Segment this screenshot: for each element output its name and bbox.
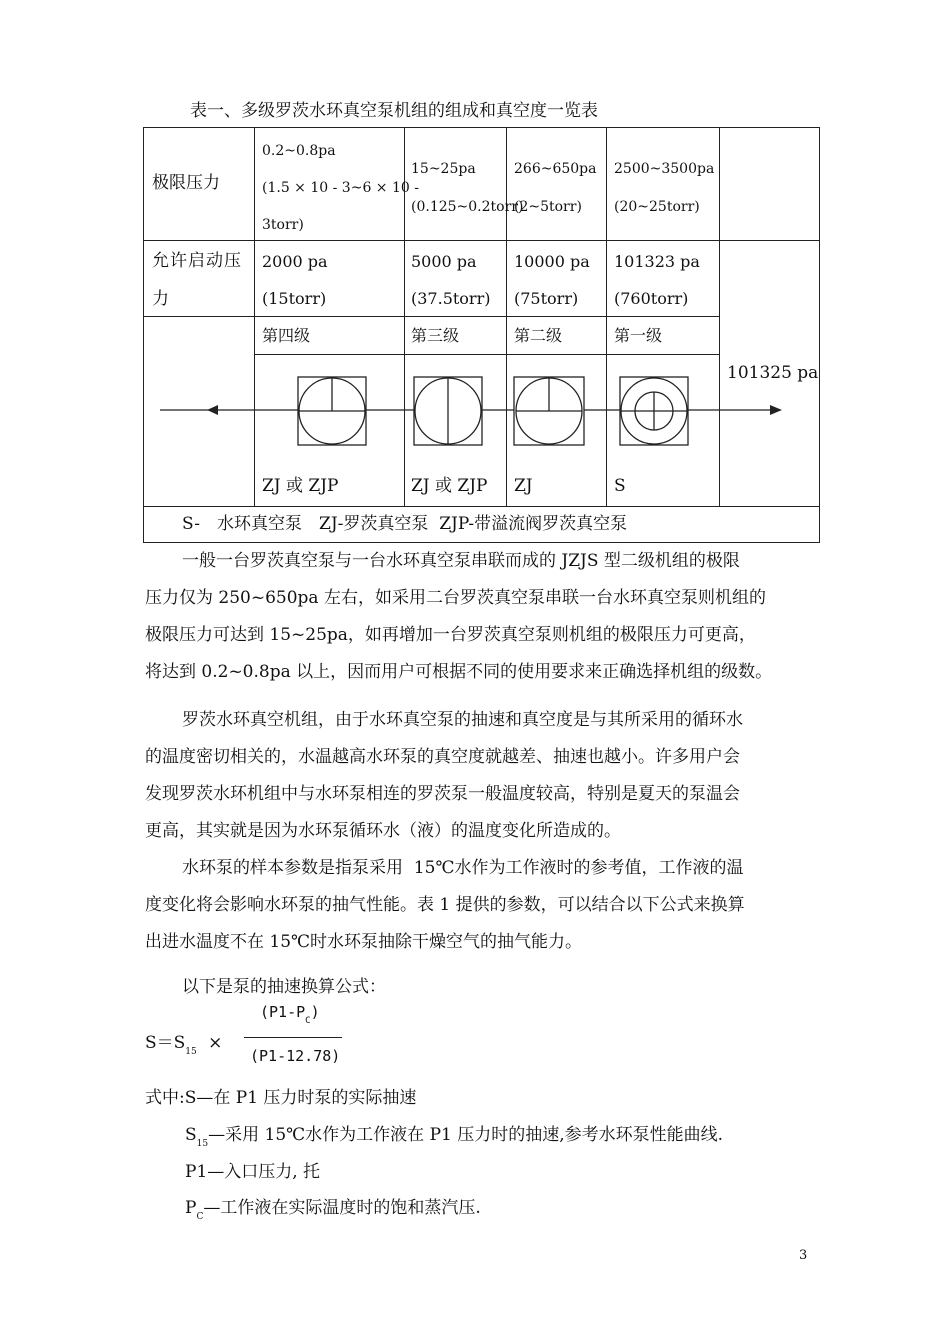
row-label-start: 允许启动压 — [152, 251, 242, 271]
pump-label: ZJ 或 ZJP — [411, 476, 488, 496]
fraction-bar — [244, 1037, 342, 1038]
text-line: 发现罗茨水环机组中与水环泵相连的罗茨泵一般温度较高，特别是夏天的泵温会 — [145, 784, 740, 804]
cell-text: 101323 pa — [614, 252, 700, 271]
cell-text: (20~25torr) — [614, 199, 700, 215]
cell-text: (0.125~0.2torr) — [411, 199, 524, 215]
paragraph-1 — [145, 543, 810, 691]
pump-label: ZJ — [514, 476, 533, 496]
table-legend: S- 水环真空泵 ZJ-罗茨真空泵 ZJP-带溢流阀罗茨真空泵 — [182, 514, 628, 534]
table-caption: 表一、多级罗茨水环真空泵机组的组成和真空度一览表 — [190, 101, 598, 121]
numerator-text: (P1-P — [260, 1003, 306, 1021]
roots-pump-icon — [414, 377, 482, 445]
cell-text: (75torr) — [514, 289, 579, 308]
text-line: 更高，其实就是因为水环泵循环水（液）的温度变化所造成的。 — [145, 821, 621, 841]
cell-text: (15torr) — [262, 289, 327, 308]
pump-label: ZJ 或 ZJP — [262, 476, 339, 496]
paragraph-3 — [145, 850, 810, 961]
outlet-pressure: 101325 pa — [727, 363, 819, 383]
cell-text: (760torr) — [614, 289, 689, 308]
cell-text: 0.2~0.8pa — [262, 143, 336, 159]
text-line: 的温度密切相关的，水温越高水环泵的真空度就越差、抽速也越小。许多用户会 — [145, 747, 740, 767]
definition-pc — [185, 1193, 481, 1222]
subscript: 15 — [196, 1139, 209, 1149]
formula-numerator — [260, 1003, 320, 1026]
inlet-arrow-icon — [207, 405, 218, 415]
paragraph-2 — [145, 702, 810, 850]
water-ring-pump-icon — [620, 377, 688, 445]
outlet-arrow-icon — [770, 405, 782, 415]
formula-denominator: (P1-12.78) — [250, 1047, 341, 1065]
text-line: 度变化将会影响水环泵的抽气性能。表 1 提供的参数，可以结合以下公式来换算 — [145, 895, 745, 915]
text-line: 一般一台罗茨真空泵与一台水环真空泵串联而成的 JZJS 型二级机组的极限 — [182, 551, 740, 571]
text-line: 水环泵的样本参数是指泵采用 15℃水作为工作液时的参考值，工作液的温 — [182, 858, 744, 878]
definition-text: —采用 15℃水作为工作液在 P1 压力时的抽速,参考水环泵性能曲线. — [208, 1125, 724, 1145]
text-line: 压力仅为 250~650pa 左右，如采用二台罗茨真空泵串联一台水环真空泵则机组的 — [145, 588, 766, 608]
symbol: S — [185, 1125, 197, 1145]
formula-lhs — [145, 1028, 223, 1057]
cell-text: 2000 pa — [262, 252, 328, 271]
pump-label: S — [614, 476, 626, 496]
cell-text: 15~25pa — [411, 161, 476, 177]
roots-pump-icon — [298, 377, 366, 445]
definition-text: —工作液在实际温度时的饱和蒸汽压. — [203, 1198, 481, 1218]
cell-text: 10000 pa — [514, 252, 590, 271]
definition-intro: 式中:S—在 P1 压力时泵的实际抽速 — [145, 1088, 417, 1108]
cell-text: (2~5torr) — [514, 199, 582, 215]
roots-pump-icon — [514, 377, 584, 445]
cell-text: 2500~3500pa — [614, 161, 715, 177]
times-symbol: × — [208, 1033, 223, 1053]
cell-text: 266~650pa — [514, 161, 597, 177]
row-label-ultimate: 极限压力 — [152, 173, 220, 193]
cell-text: (1.5 × 10 - 3~6 × 10 - — [262, 180, 419, 196]
cell-text: 5000 pa — [411, 252, 477, 271]
subscript: C — [196, 1212, 204, 1222]
cell-text: (37.5torr) — [411, 289, 491, 308]
text-line: 极限压力可达到 15~25pa，如再增加一台罗茨真空泵则机组的极限压力可更高， — [145, 625, 756, 645]
stage-label: 第一级 — [614, 326, 663, 345]
subscript: 15 — [185, 1047, 197, 1057]
text-line: 将达到 0.2~0.8pa 以上，因而用户可根据不同的使用要求来正确选择机组的级数。 — [145, 662, 773, 682]
text-line: 罗茨水环真空机组，由于水环真空泵的抽速和真空度是与其所采用的循环水 — [182, 710, 743, 730]
subscript: C — [305, 1016, 311, 1026]
text-line: 出进水温度不在 15℃时水环泵抽除干燥空气的抽气能力。 — [145, 932, 583, 952]
stage-label: 第四级 — [262, 326, 311, 345]
definition-s15 — [185, 1120, 724, 1149]
formula-lhs-text: S＝S — [145, 1033, 186, 1053]
stage-label: 第三级 — [411, 326, 460, 345]
row-label-start-cont: 力 — [152, 289, 169, 309]
stage-label: 第二级 — [514, 326, 563, 345]
page-number: 3 — [799, 1248, 808, 1263]
numerator-close: ) — [310, 1003, 320, 1021]
cell-text: 3torr) — [262, 217, 304, 233]
definition-p1: P1—入口压力, 托 — [185, 1162, 321, 1182]
formula-intro: 以下是泵的抽速换算公式： — [182, 977, 386, 997]
symbol: P — [185, 1198, 197, 1218]
